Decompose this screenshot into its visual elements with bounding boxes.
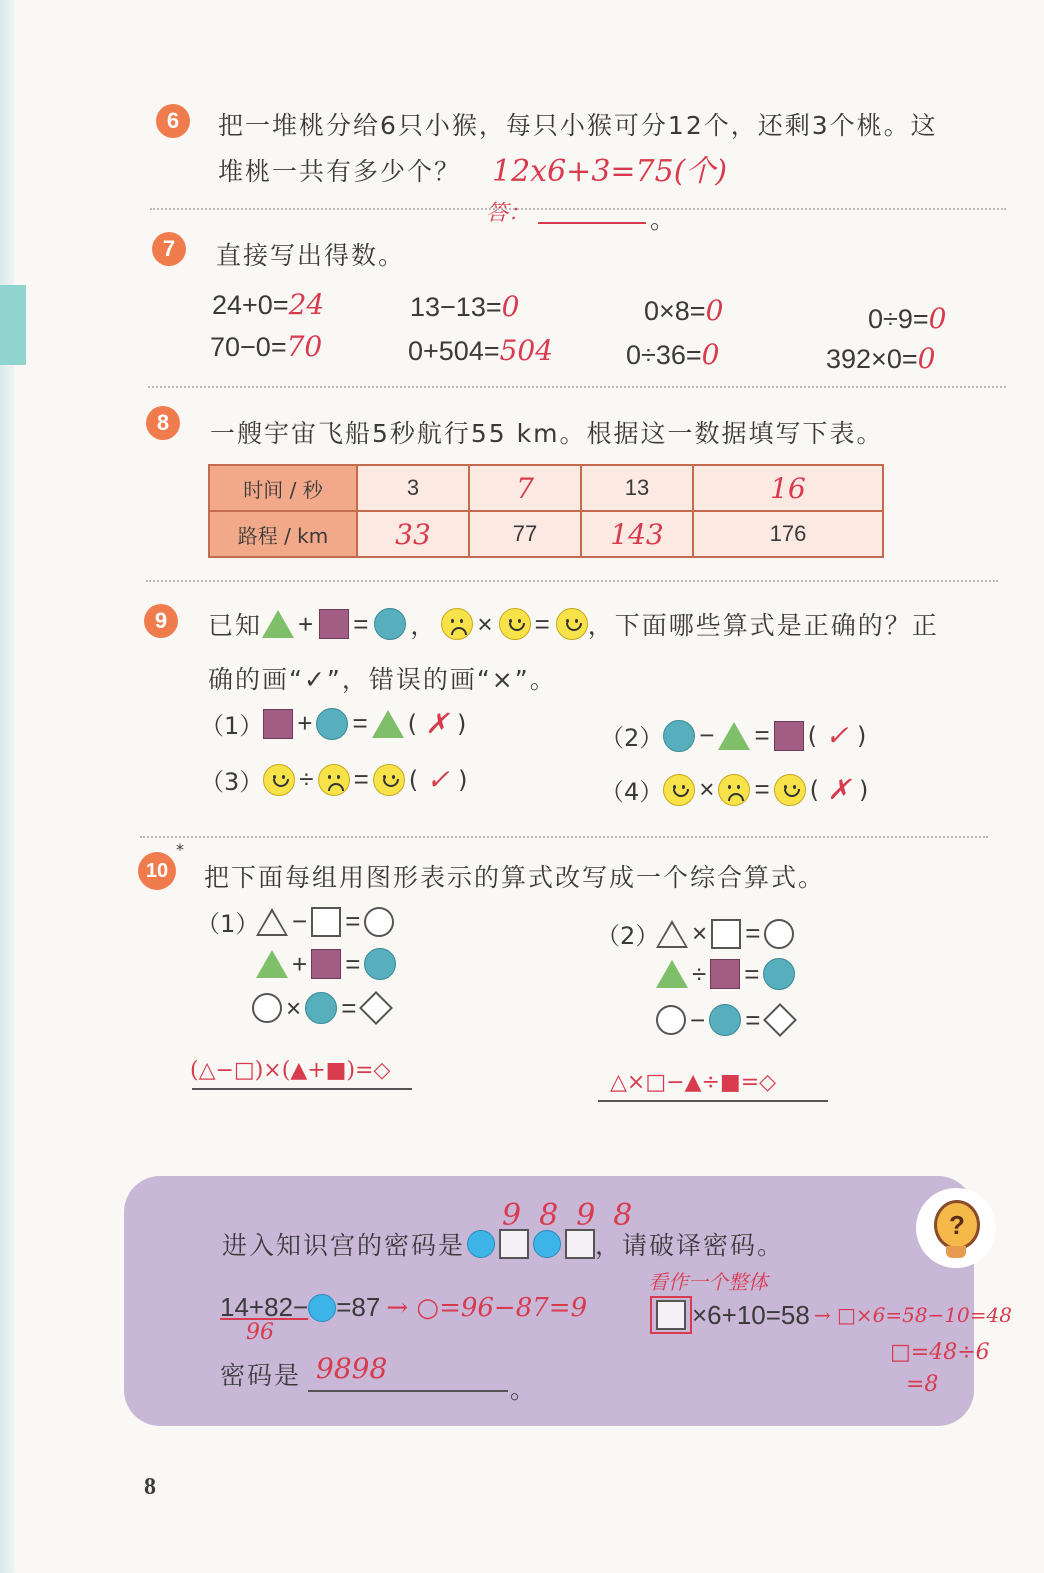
question-10-badge <box>138 852 176 890</box>
challenge-star: * <box>176 840 184 859</box>
item-label: （4） <box>600 778 664 806</box>
calc-answer: 0 <box>501 290 520 323</box>
code-digits <box>502 1198 650 1233</box>
equals-sign: = <box>745 918 761 948</box>
outline-triangle-icon <box>656 920 688 948</box>
question-6-line1: 把一堆桃分给6只小猴，每只小猴可分12个，还剩3个桃。这 <box>218 111 938 140</box>
calc-item <box>410 290 519 323</box>
binding-tab <box>0 285 26 365</box>
speed-table <box>208 464 884 558</box>
times-sign: × <box>286 992 302 1023</box>
calc-item <box>644 294 723 327</box>
item-label: （1） <box>200 712 264 740</box>
blue-circle-icon <box>305 992 337 1024</box>
binding-edge <box>0 0 14 1573</box>
paren-open: ( <box>408 765 419 794</box>
item-label: （3） <box>200 768 264 796</box>
purple-square-icon <box>311 949 341 979</box>
times-sign: × <box>477 608 495 639</box>
question-number: 7 <box>162 236 176 261</box>
equals-sign: = <box>345 948 361 979</box>
sad-face-icon <box>441 608 473 640</box>
table-cell <box>469 465 581 511</box>
table-cell <box>581 511 693 557</box>
lightbulb-question-icon <box>916 1188 996 1268</box>
outline-circle-icon <box>656 1005 686 1035</box>
code-digit: 9 <box>502 1198 540 1233</box>
divider <box>150 208 1006 210</box>
answer-end: 。 <box>650 205 678 234</box>
calc-answer: 24 <box>288 288 325 321</box>
paren-open: ( <box>407 709 418 738</box>
blue-circle-icon <box>533 1230 561 1258</box>
equals-sign: = <box>745 1004 761 1035</box>
purple-square-icon <box>710 959 740 989</box>
row-header-distance: 路程 / km <box>209 511 357 557</box>
group-2-answer: △×□−▲÷■=◇ <box>610 1070 777 1095</box>
outline-square-icon <box>311 907 341 937</box>
handwritten-value: 143 <box>610 517 664 551</box>
comma: ， <box>410 611 438 640</box>
calc-answer: 0 <box>701 338 720 371</box>
equals-sign: = <box>353 608 371 639</box>
question-7-prompt: 直接写出得数。 <box>216 241 406 270</box>
equals-sign: = <box>744 958 760 989</box>
equals-sign: = <box>341 992 357 1023</box>
equals-sign: = <box>352 708 368 738</box>
bonus-eq-1 <box>220 1292 587 1323</box>
paren-close: ) <box>859 775 869 804</box>
paren-close: ) <box>458 765 468 794</box>
group-2-row-3 <box>656 1004 796 1036</box>
outline-square-icon <box>499 1229 529 1259</box>
smile-face-icon <box>774 774 806 806</box>
outline-circle-icon <box>252 993 282 1023</box>
blue-circle-icon <box>763 958 795 990</box>
whole-note: 看作一个整体 <box>648 1270 768 1294</box>
green-triangle-icon <box>718 722 750 750</box>
row-header-time: 时间 / 秒 <box>209 465 357 511</box>
handwritten-value: 16 <box>770 471 806 505</box>
judge-item-4 <box>600 772 868 807</box>
times-sign: × <box>692 918 708 948</box>
code-digit: 8 <box>613 1198 651 1233</box>
table-cell: 176 <box>693 511 883 557</box>
item-label: （2） <box>600 724 664 752</box>
code-label: 密码是 <box>220 1361 302 1390</box>
question-number: 8 <box>156 410 170 435</box>
divide-sign: ÷ <box>692 958 707 989</box>
outline-circle-icon <box>364 907 394 937</box>
outline-diamond-icon <box>359 991 393 1025</box>
code-digit: 8 <box>539 1198 577 1233</box>
smile-face-icon <box>263 764 295 796</box>
equals-sign: = <box>345 906 361 936</box>
blue-circle-icon <box>467 1230 495 1258</box>
handwritten-value: 7 <box>516 471 534 505</box>
known-prefix: 已知 <box>208 611 263 640</box>
judge-mark: ✓ <box>825 719 849 752</box>
code-blank <box>308 1390 508 1392</box>
paren-close: ) <box>857 721 867 750</box>
paren-close: ) <box>457 709 467 738</box>
eq1-work: → ○=96−87=9 <box>386 1292 588 1323</box>
calc-item <box>210 330 322 363</box>
calc-expr: 0÷36= <box>626 340 702 370</box>
plus-sign: + <box>297 708 313 738</box>
whole-box <box>650 1296 692 1334</box>
green-triangle-icon <box>372 710 404 738</box>
group-2-row-1 <box>656 918 794 949</box>
table-row <box>209 511 883 557</box>
question-10-prompt: 把下面每组用图形表示的算式改写成一个综合算式。 <box>204 863 826 892</box>
judge-mark: ✓ <box>426 763 450 796</box>
judge-item-3 <box>200 762 468 797</box>
known-suffix: ，下面哪些算式是正确的？正 <box>587 611 939 640</box>
question-7-badge <box>152 232 186 266</box>
question-8-prompt: 一艘宇宙飞船5秒航行55 km。根据这一数据填写下表。 <box>210 419 884 448</box>
table-cell: 77 <box>469 511 581 557</box>
outline-square-icon <box>565 1229 595 1259</box>
paren-open: ( <box>809 775 820 804</box>
eq1-left: 14+82− <box>220 1292 309 1322</box>
page-number: 8 <box>144 1474 156 1500</box>
judge-item-2 <box>600 718 866 753</box>
calc-expr: 0+504= <box>408 336 500 366</box>
table-cell: 13 <box>581 465 693 511</box>
equals-sign: = <box>534 608 552 639</box>
smile-face-icon <box>499 608 531 640</box>
bonus-eq-2 <box>650 1296 1012 1334</box>
purple-square-icon <box>774 721 804 751</box>
group-1-label: （1） <box>196 910 260 938</box>
sad-face-icon <box>718 774 750 806</box>
plus-sign: + <box>298 608 316 639</box>
green-triangle-icon <box>262 610 294 638</box>
calc-expr: 392×0= <box>826 344 918 374</box>
smile-face-icon <box>556 608 588 640</box>
calc-item <box>868 302 946 335</box>
times-sign: × <box>699 774 715 804</box>
calc-expr: 13−13= <box>410 292 502 322</box>
question-mark: ? <box>934 1200 980 1250</box>
outline-diamond-icon <box>763 1003 797 1037</box>
green-triangle-icon <box>656 960 688 988</box>
outline-square-icon <box>711 919 741 949</box>
minus-sign: − <box>292 906 308 936</box>
answer-line <box>192 1088 412 1090</box>
question-number: 10 <box>145 859 169 882</box>
calc-item <box>212 288 324 321</box>
answer-line <box>598 1100 828 1102</box>
eq2-work: → □×6=58−10=48 <box>813 1303 1012 1327</box>
code-end: 。 <box>510 1375 538 1404</box>
eq1-subtotal: 96 <box>246 1320 274 1345</box>
calc-expr: 70−0= <box>210 332 287 362</box>
outline-triangle-icon <box>256 908 288 936</box>
question-6-work: 12x6+3=75(个) <box>492 154 728 189</box>
answer-label: 答： <box>486 201 531 226</box>
green-triangle-icon <box>256 950 288 978</box>
blue-circle-icon <box>316 708 348 740</box>
table-cell: 3 <box>357 465 469 511</box>
eq2-text: ×6+10=58 <box>692 1299 810 1330</box>
eq1-right: =87 <box>336 1292 381 1322</box>
purple-square-icon <box>263 709 293 739</box>
eq2-work-2: □=48÷6 <box>890 1340 990 1365</box>
handwritten-value: 33 <box>395 517 431 551</box>
group-1-row-2 <box>256 948 396 980</box>
judge-mark: ✗ <box>425 707 449 740</box>
code-digit: 9 <box>576 1198 614 1233</box>
question-number: 9 <box>154 608 168 633</box>
question-6-badge <box>156 104 190 138</box>
plus-sign: + <box>292 948 308 979</box>
blue-circle-icon <box>374 608 406 640</box>
question-8-badge <box>146 406 180 440</box>
calc-answer: 70 <box>286 330 323 363</box>
table-cell <box>693 465 883 511</box>
question-9-line1 <box>208 606 939 642</box>
calc-answer: 0 <box>928 302 947 335</box>
code-answer: 9898 <box>316 1352 388 1385</box>
calc-expr: 0×8= <box>644 296 706 326</box>
divider <box>148 386 1006 388</box>
divider <box>146 580 998 582</box>
group-2-row-2 <box>656 958 795 990</box>
minus-sign: − <box>690 1004 706 1035</box>
calc-item <box>408 334 553 367</box>
equals-sign: = <box>754 774 770 804</box>
judge-item-1 <box>200 706 466 741</box>
judge-mark: ✗ <box>827 773 851 806</box>
calc-item <box>826 342 935 375</box>
table-cell <box>357 511 469 557</box>
divider <box>140 836 988 838</box>
question-6-line2: 堆桃一共有多少个？ <box>218 157 462 186</box>
group-1-row-3 <box>252 992 392 1024</box>
question-number: 6 <box>166 108 180 133</box>
answer-blank <box>538 222 646 224</box>
outline-circle-icon <box>764 919 794 949</box>
group-1-answer: (△−□)×(▲+■)=◇ <box>190 1058 391 1083</box>
blue-circle-icon <box>308 1294 336 1322</box>
equals-sign: = <box>353 764 369 794</box>
eq2-work-3: =8 <box>906 1372 939 1397</box>
bonus-intro-end: ，请破译密码。 <box>595 1231 785 1260</box>
table-row <box>209 465 883 511</box>
minus-sign: − <box>699 720 715 750</box>
calc-item <box>626 338 719 371</box>
blue-circle-icon <box>364 948 396 980</box>
calc-answer: 0 <box>917 342 936 375</box>
sad-face-icon <box>318 764 350 796</box>
purple-square-icon <box>319 609 349 639</box>
smile-face-icon <box>373 764 405 796</box>
blue-circle-icon <box>709 1004 741 1036</box>
blue-circle-icon <box>663 720 695 752</box>
calc-answer: 504 <box>499 334 554 367</box>
smile-face-icon <box>663 774 695 806</box>
paren-open: ( <box>807 721 818 750</box>
equals-sign: = <box>754 720 770 750</box>
calc-expr: 0÷9= <box>868 304 929 334</box>
bulb-base <box>946 1246 966 1258</box>
divide-sign: ÷ <box>299 764 314 794</box>
bonus-intro: 进入知识宫的密码是 <box>222 1231 466 1260</box>
outline-square-icon <box>656 1300 686 1330</box>
calc-expr: 24+0= <box>212 290 289 320</box>
question-9-line2: 确的画“✓”，错误的画“×”。 <box>208 665 557 694</box>
group-2-label: （2） <box>596 922 660 950</box>
question-9-badge <box>144 604 178 638</box>
group-1-row-1 <box>256 906 394 937</box>
calc-answer: 0 <box>705 294 724 327</box>
